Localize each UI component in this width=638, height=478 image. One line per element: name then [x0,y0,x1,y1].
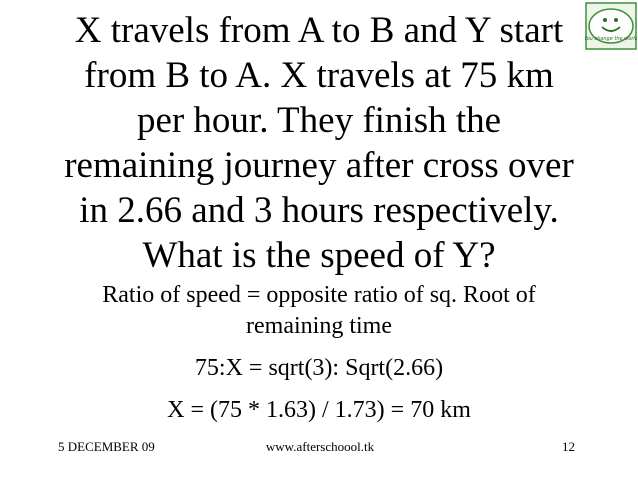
body-line-answer: X = (75 * 1.63) / 1.73) = 70 km [167,397,471,423]
smiley-face-icon [585,2,637,50]
body-line-ratio: Ratio of speed = opposite ratio of sq. Root of [102,282,536,308]
logo-text: You change the world [585,36,637,42]
body-line-remaining-time: remaining time [246,313,392,339]
title-line-5: in 2.66 and 3 hours respectively. [79,190,559,231]
body-line-equation: 75:X = sqrt(3): Sqrt(2.66) [194,355,444,381]
title-line-1: X travels from A to B and Y start [74,10,564,51]
footer-page-number: 12 [562,439,575,454]
title-line-2: from B to A. X travels at 75 km [84,55,554,96]
title-line-3: per hour. They finish the [136,100,502,141]
title-line-6: What is the speed of Y? [142,235,496,276]
slide-title [20,8,618,278]
title-line-4: remaining journey after cross over [64,145,574,186]
logo [585,2,637,50]
footer-url: www.afterschoool.tk [265,439,375,454]
footer-date: 5 DECEMBER 09 [58,439,155,454]
